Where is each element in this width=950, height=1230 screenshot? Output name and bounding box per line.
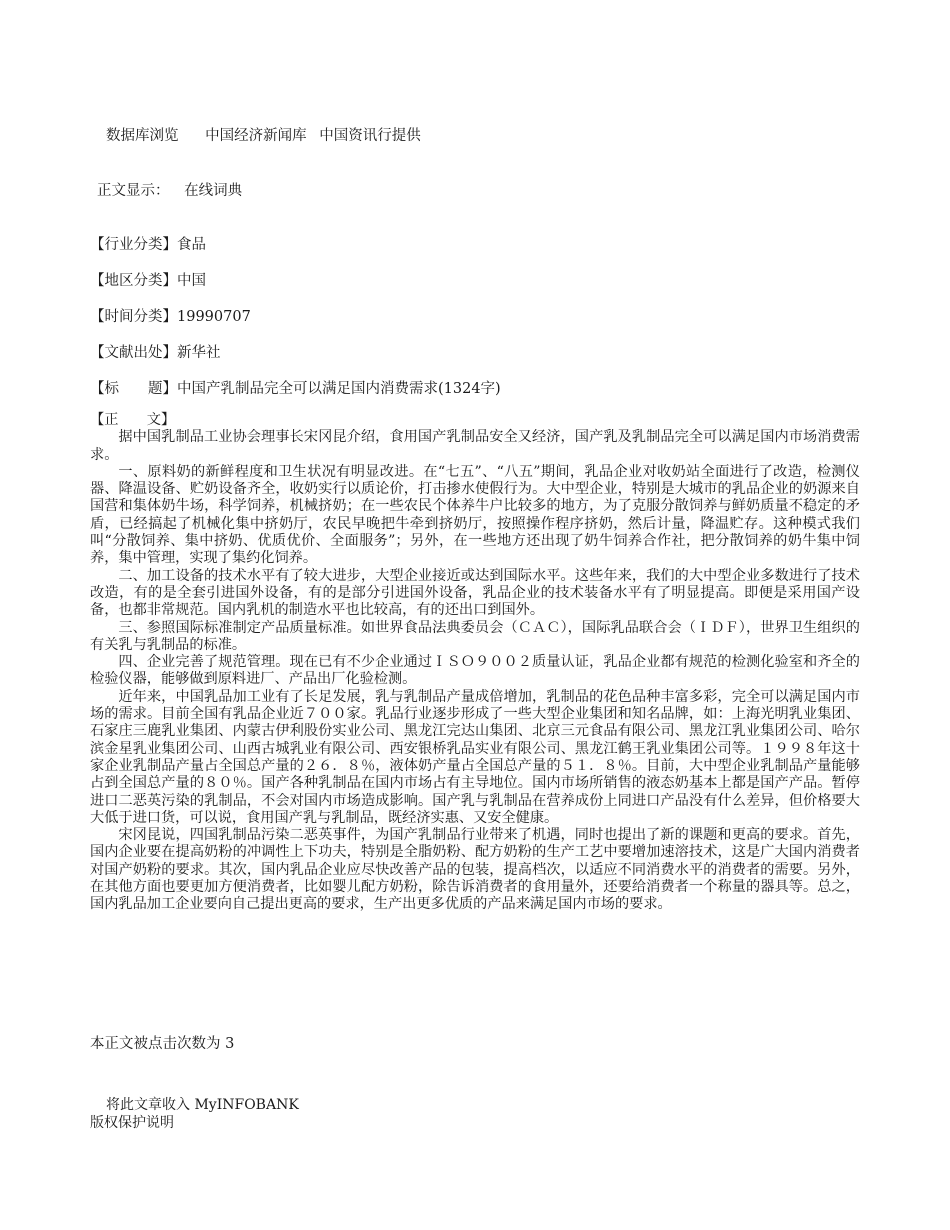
document-source: 【文献出处】新华社 bbox=[90, 345, 221, 361]
body-paragraph: 据中国乳制品工业协会理事长宋冈昆介绍，食用国产乳制品安全又经济，国产乳及乳制品完全可以满足国内市场消费需求。 bbox=[90, 429, 860, 463]
online-dictionary-link[interactable]: 在线词典 bbox=[184, 183, 243, 199]
copyright-notice-link[interactable]: 版权保护说明 bbox=[90, 1115, 174, 1131]
click-count: 本正文被点击次数为 3 bbox=[90, 1036, 235, 1052]
add-to-myinfobank-link[interactable]: 将此文章收入 MyINFOBANK bbox=[106, 1097, 299, 1113]
news-database-link[interactable]: 中国经济新闻库 bbox=[205, 128, 307, 144]
body-paragraph: 近年来，中国乳品加工业有了长足发展，乳与乳制品产量成倍增加，乳制品的花色品种丰富多彩，完全可以满足国内市场的需求。目前全国有乳品企业近７００家。乳品行业逐步形成了一些大型企业集团和知名品牌，如：上海光明乳业集团、石家庄三鹿乳业集团、内蒙古伊利股份实业公司、黑龙江完达山集团、北京三元食品有限公司、黑龙江乳业集团公司、哈尔滨金星乳业集团公司、山西古城乳业有限公司、西安银桥乳品实业有限公司、黑龙江鹤王乳业集团公司等。１９９８年这十家企业乳制品产量占全国总产量的２６．８％，液体奶产量占全国总产量的５１．８％。目前，大中型企业乳制品产量能够占到全国总产量的８０％。国产各种乳制品在国内市场占有主导地位。国内市场所销售的液态奶基本上都是国产产品。暂停进口二恶英污染的乳制品，不会对国内市场造成影响。国产乳与乳制品在营养成份上同进口产品没有什么差异，但价格要大大低于进口货，可以说，食用国产乳与乳制品，既经济实惠、又安全健康。 bbox=[90, 688, 860, 826]
body-paragraph: 宋冈昆说，四国乳制品污染二恶英事件，为国产乳制品行业带来了机遇，同时也提出了新的课题和更高的要求。首先，国内企业要在提高奶粉的冲调性上下功夫，特别是全脂奶粉、配方奶粉的生产工艺中要增加速溶技术，这是广大国内消费者对国产奶粉的要求。其次，国内乳品企业应尽快改善产品的包装，提高档次，以适应不同消费水平的消费者的需要。另外，在其他方面也要更加方便消费者，比如婴儿配方奶粉，除告诉消费者的食用量外，还要给消费者一个称量的器具等。总之，国内乳品加工企业要向自己提出更高的要求，生产出更多优质的产品来满足国内市场的要求。 bbox=[90, 827, 860, 913]
body-paragraph: 四、企业完善了规范管理。现在已有不少企业通过ＩＳＯ９００２质量认证，乳品企业都有规范的检测化验室和齐全的检验仪器，能够做到原料进厂、产品出厂化验检测。 bbox=[90, 654, 860, 688]
database-browse-link[interactable]: 数据库浏览 bbox=[106, 128, 179, 144]
top-navigation bbox=[106, 124, 443, 145]
article-body bbox=[90, 412, 860, 914]
body-paragraph: 三、参照国际标准制定产品质量标准。如世界食品法典委员会（ＣＡＣ），国际乳品联合会（ＩＤＦ），世界卫生组织的有关乳与乳制品的标准。 bbox=[90, 619, 860, 653]
time-category: 【时间分类】19990707 bbox=[90, 309, 251, 325]
article-title: 【标 题】中国产乳制品完全可以满足国内消费需求(1324字) bbox=[90, 381, 501, 397]
text-display-label: 正文显示： bbox=[97, 183, 170, 199]
region-category: 【地区分类】中国 bbox=[90, 273, 206, 289]
body-paragraph: 二、加工设备的技术水平有了较大进步，大型企业接近或达到国际水平。这些年来，我们的大中型企业多数进行了技术改造，有的是全套引进国外设备，有的是部分引进国外设备，乳品企业的技术装备水平有了明显提高。即便是采用国产设备，也都非常规范。国内乳机的制造水平也比较高，有的还出口到国外。 bbox=[90, 567, 860, 619]
body-heading: 【正 文】 bbox=[90, 412, 176, 428]
body-paragraph: 一、原料奶的新鲜程度和卫生状况有明显改进。在“七五”、“八五”期间，乳品企业对收奶站全面进行了改造，检测仪器、降温设备、贮奶设备齐全，收奶实行以质论价，打击掺水使假行为。大中型企业，特别是大城市的乳品企业的奶源来自国营和集体奶牛场，科学饲养，机械挤奶；在一些农民个体养牛户比较多的地方，为了克服分散饲养与鲜奶质量不稳定的矛盾，已经搞起了机械化集中挤奶厅，农民早晚把牛牵到挤奶厅，按照操作程序挤奶，然后计量，降温贮存。这种模式我们叫“分散饲养、集中挤奶、优质优价、全面服务”；另外，在一些地方还出现了奶牛饲养合作社，把分散饲养的奶牛集中饲养，集中管理，实现了集约化饲养。 bbox=[90, 463, 860, 567]
provider-label: 中国资讯行提供 bbox=[319, 128, 421, 144]
text-display-bar bbox=[97, 179, 252, 200]
industry-category: 【行业分类】食品 bbox=[90, 237, 206, 253]
